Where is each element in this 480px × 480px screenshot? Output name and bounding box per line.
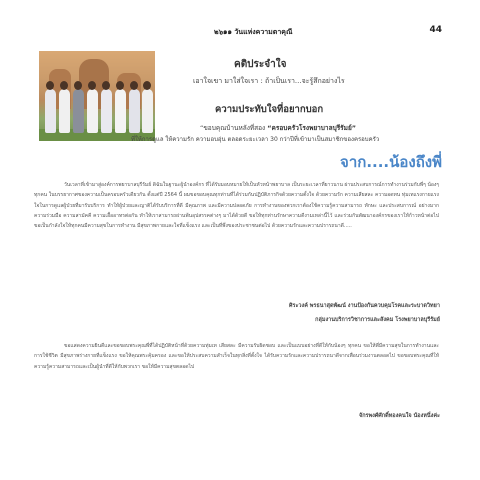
award-line xyxy=(200,123,356,133)
header-title: ๒๖๑๑ วันแห่งความตาคุณี xyxy=(214,28,293,36)
paragraph-1: วันเวลาที่เข้ามาสู่องค์การพยาบาลบุรีรัมย์ ดิฉันในฐานะผู้นำองค์กร ที่ได้รับมอบหมายให้เป็นหัวหน้าพยาบาล เป็นระยะเวลาที่ยาวนาน ผ่านประสบการณ์การทำงานร่วมกับพี่ๆ น้องๆ ทุกคน ในบรรยากาศของความเป็นครอบครัวเดียวกัน ตั้งแต่ปี 2564 นี้ ผมขอขอบคุณทุกท่านที่ได้ร่วมกันปฏิบัติภารกิจด้วยความตั้งใจ ด้วยความรัก ความเสียสละ ความอดทน ทุ่มเทแรงกายแรงใจในการดูแลผู้ป่วยที่มารับบริการ ทำให้ผู้ป่วยและญาติได้รับบริการที่ดี มีคุณภาพ และมีความปลอดภัย การทำงานของพวกเราต้องใช้ความรู้ความสามารถ ทักษะ และประสบการณ์ อย่างมาก ความร่วมมือ ความสามัคคี ความเอื้ออาทรต่อกัน ทำให้เราสามารถผ่านพ้นอุปสรรคต่างๆ มาได้ด้วยดี ขอให้ทุกท่านรักษาความดีงามเหล่านี้ไว้ และร่วมกันพัฒนาองค์กรของเราให้ก้าวหน้าต่อไป ขอเป็นกำลังใจให้ทุกคนมีความสุขในการทำงาน มีสุขภาพกายและใจที่แข็งแรง และเป็นที่พึ่งของประชาชนต่อไป ด้วยความรักและความปรารถนาดี..... xyxy=(34,182,439,230)
page-number: 44 xyxy=(429,25,442,35)
signature-1: ศิระวงค์ พรธนาสุดพัฒน์ งานป้องกันควบคุมโรคและระบาดวิทยา xyxy=(289,303,440,309)
paragraph-2: ขอแสดงความยินดีและขอขอบพระคุณพี่ที่ได้ปฏิบัติหน้าที่ด้วยความทุ่มเท เสียสละ มีความรับผิดชอบ และเป็นแบบอย่างที่ดีให้กับน้องๆ ทุกคน ขอให้พี่มีความสุขในการทำงานและการใช้ชีวิต มีสุขภาพร่างกายที่แข็งแรง ขอให้คุณพระคุ้มครอง และขอให้ประสบความสำเร็จในทุกสิ่งที่ตั้งใจ ได้รับความรักและความปรารถนาดีจากเพื่อนร่วมงานตลอดไป ขอขอบพระคุณที่ให้ความรู้ความสามารถและเป็นผู้นำที่ดีให้กับพวกเรา ขอให้มีความสุขตลอดไป xyxy=(34,343,439,370)
signature-3: จักรพงศ์ศักดิ์ทองคนใจ น้องหนึ่งค่ะ xyxy=(358,413,440,419)
motto-text: เอาใจเขา มาใส่ใจเรา : ถ้าเป็นเรา...จะรู้สึกอย่างไร xyxy=(193,77,345,85)
signature-2: กลุ่มงานบริการวิชาการและสังคม โรงพยาบาลบุรีรัมย์ xyxy=(315,317,440,323)
motto-heading: คติประจำใจ xyxy=(234,59,287,70)
pride-heading: ความประทับใจที่อยากบอก xyxy=(215,104,324,115)
award-prefix: “ขอบคุณบ้านหลังที่สอง xyxy=(200,124,268,132)
award-subtext: ที่ให้การดูแล ให้ความรัก ความอบอุ่น ตลอดระยะเวลา 30 กว่าปีที่เข้ามาเป็นสมาชิกของครอบครัว xyxy=(131,136,380,143)
page-header xyxy=(0,27,480,41)
from-heading: จาก....น้องถึงพี่ xyxy=(340,153,442,171)
group-photo xyxy=(39,51,155,141)
award-name: “ครอบครัวโรงพยาบาลบุรีรัมย์” xyxy=(267,124,357,132)
